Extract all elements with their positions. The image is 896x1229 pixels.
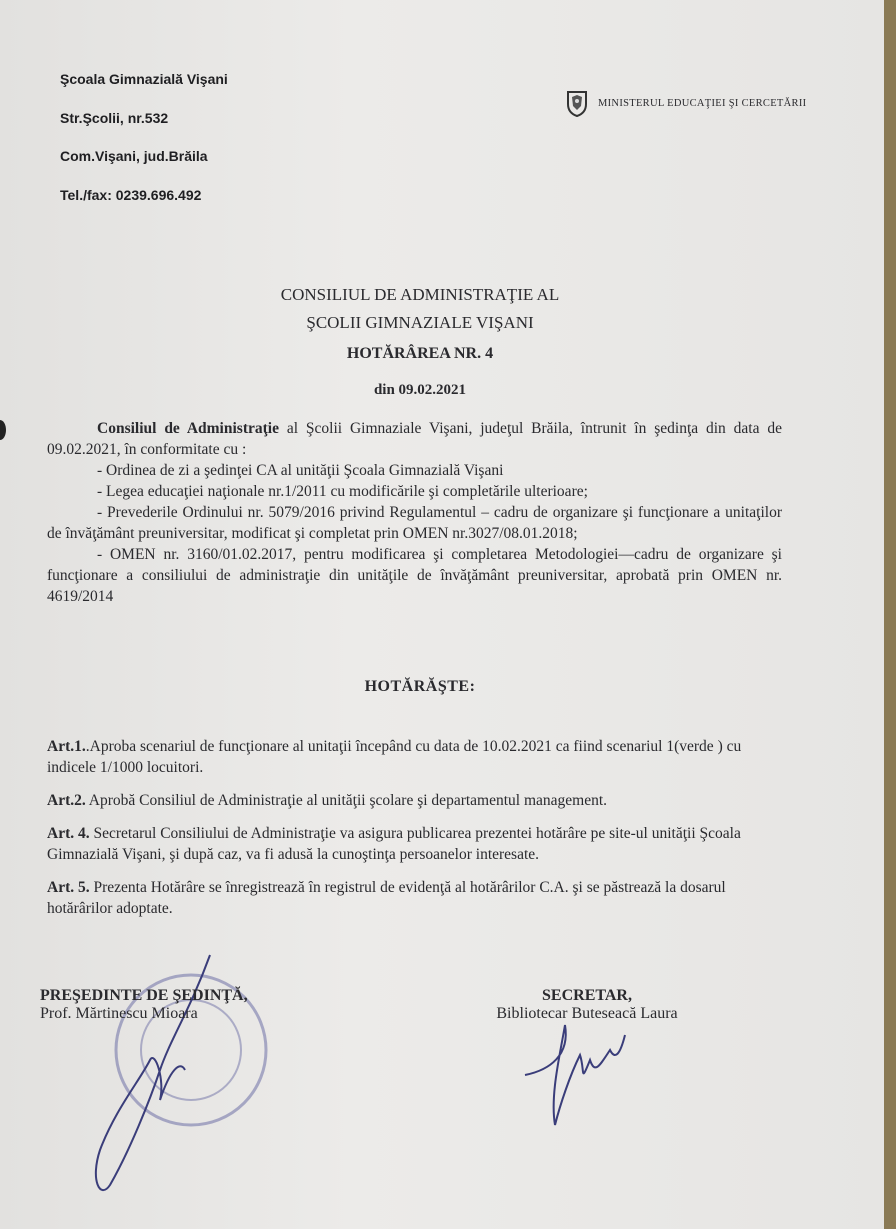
coat-of-arms-icon bbox=[562, 88, 592, 118]
president-name: Prof. Mărtinescu Mioara bbox=[40, 1005, 198, 1022]
intro-item: - Prevederile Ordinului nr. 5079/2016 privind Regulamentul – cadru de organizare şi funcţionare a unitaţilor de învăţământ preuniversitar, modificat şi completat prin OMEN nr.3027/08.01.2018; bbox=[47, 504, 782, 542]
president-title: PREŞEDINTE DE ŞEDINŢĂ, bbox=[40, 987, 248, 1004]
ministry-name: MINISTERUL EDUCAŢIEI ŞI CERCETĂRII bbox=[598, 97, 807, 109]
article bbox=[47, 823, 787, 865]
article-label: Art. 4. bbox=[47, 825, 90, 842]
articles-section bbox=[47, 736, 787, 931]
school-name: Şcoala Gimnazială Vişani bbox=[60, 71, 228, 87]
intro-item: - OMEN nr. 3160/01.02.2017, pentru modificarea şi completarea Metodologiei—cadru de organizare şi funcţionare a consiliului de administraţie din unităţile de învăţământ preuniversitar, aprobată prin OMEN nr. 4619/2014 bbox=[47, 546, 782, 605]
article-label: Art.1. bbox=[47, 738, 86, 755]
decision-date: din 09.02.2021 bbox=[373, 382, 467, 398]
intro-item: - Legea educaţiei naţionale nr.1/2011 cu modificările şi completările ulterioare; bbox=[97, 483, 588, 500]
secretary-signature-icon bbox=[520, 1015, 630, 1135]
intro-rest: al Şcolii Gimnaziale Vişani, judeţul Brăila, întrunit în şedinţa din data de 09.02.2021, în conformitate cu : bbox=[47, 420, 782, 458]
decides-heading: HOTĂRĂŞTE: bbox=[364, 678, 476, 695]
secretary-name: Bibliotecar Buteseacă Laura bbox=[496, 1005, 678, 1022]
article-text: Secretarul Consiliului de Administraţie va asigura publicarea prezentei hotărâre pe site-ul unităţii Şcoala Gimnazială Vişani, şi după caz, va fi adusă la cunoştinţa persoanelor interesate. bbox=[47, 825, 741, 863]
page-edge bbox=[884, 0, 896, 1229]
article-text: Prezenta Hotărâre se înregistrează în registrul de evidenţă al hotărârilor C.A. şi se păstrează la dosarul hotărârilor adoptate. bbox=[47, 879, 726, 917]
article-label: Art.2. bbox=[47, 792, 86, 809]
council-title-line1: CONSILIUL DE ADMINISTRAŢIE AL bbox=[280, 285, 560, 304]
article bbox=[47, 877, 787, 919]
ministry-logo bbox=[562, 88, 806, 118]
school-phone: Tel./fax: 0239.696.492 bbox=[60, 187, 202, 203]
president-signature-block bbox=[40, 987, 248, 1023]
intro-item: - Ordinea de zi a şedinţei CA al unităţii Şcoala Gimnazială Vişani bbox=[97, 462, 504, 479]
article-text: Aprobă Consiliul de Administraţie al unităţii şcolare şi departamentul management. bbox=[85, 792, 608, 809]
secretary-title: SECRETAR, bbox=[542, 987, 632, 1004]
intro-section bbox=[47, 418, 782, 607]
school-commune: Com.Vişani, jud.Brăila bbox=[60, 148, 208, 164]
article bbox=[47, 790, 787, 811]
article-label: Art. 5. bbox=[47, 879, 90, 896]
secretary-signature-block bbox=[472, 987, 702, 1023]
school-street: Str.Şcolii, nr.532 bbox=[60, 110, 169, 126]
article bbox=[47, 736, 787, 778]
intro-paragraph bbox=[47, 418, 782, 460]
article-text: .Aproba scenariul de funcţionare al unitaţii începând cu data de 10.02.2021 ca fiind scenariul 1(verde ) cu indicele 1/1000 locuitori. bbox=[47, 738, 742, 776]
council-title-line2: ŞCOLII GIMNAZIALE VIŞANI bbox=[306, 313, 534, 332]
decision-number: HOTĂRÂREA NR. 4 bbox=[346, 345, 494, 362]
intro-lead: Consiliul de Administraţie bbox=[97, 420, 279, 437]
